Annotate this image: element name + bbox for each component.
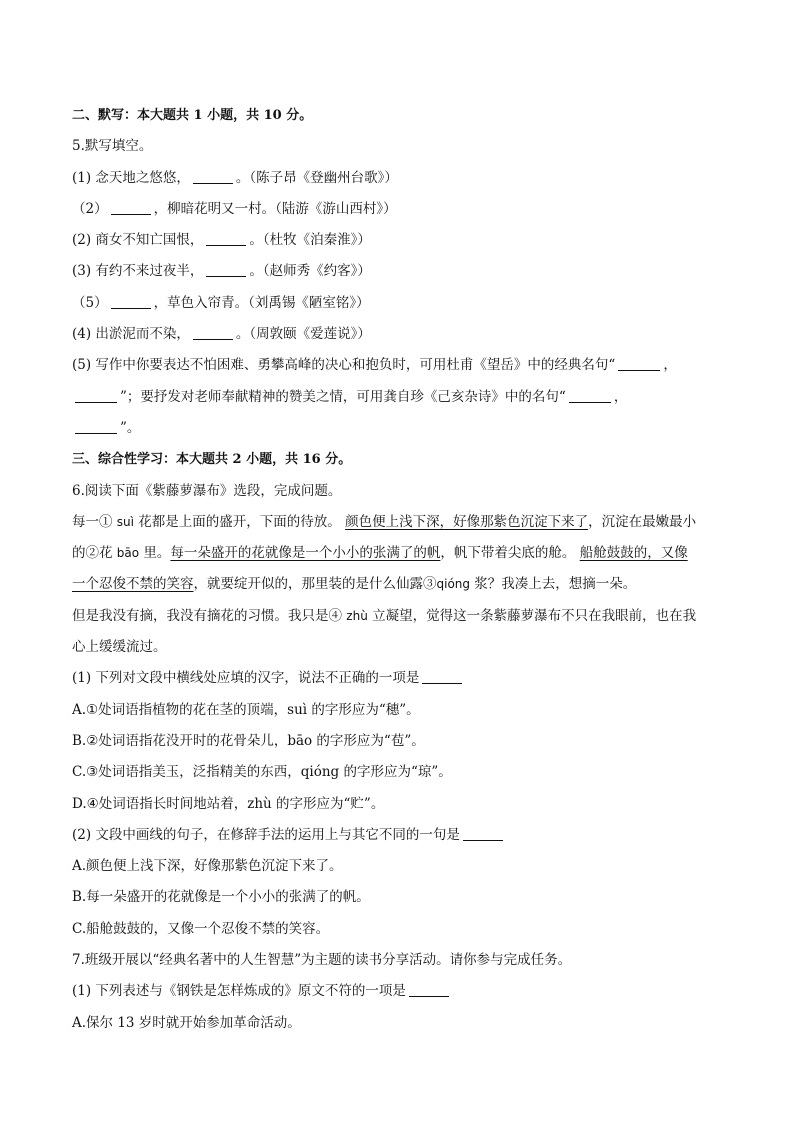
item-text: (2) 商女不知亡国恨， [72, 232, 204, 249]
q7-stem: 7.班级开展以“经典名著中的人生智慧”为主题的读书分享活动。请你参与完成任务。 [72, 952, 572, 969]
answer-blank[interactable] [569, 388, 611, 403]
passage-line-3 [72, 569, 722, 600]
answer-blank[interactable] [193, 325, 233, 340]
section-2-info: 本大题共 1 小题，共 10 分。 [137, 108, 313, 123]
answer-blank[interactable] [463, 826, 503, 841]
underlined-sentence: 颜色便上浅下深，好像那紫色沉淀下来了 [345, 513, 589, 530]
item-text: (5) 写作中你要表达不怕困难、勇攀高峰的决心和抱负时，可用杜甫《望岳》中的经典名句“ [72, 357, 616, 374]
item-text: (4) 出淤泥而不染， [72, 326, 190, 343]
passage-line-4 [72, 601, 722, 632]
pinyin: suì [116, 514, 134, 529]
passage-line-2 [72, 538, 722, 569]
answer-blank[interactable] [193, 169, 233, 184]
q6-sub1 [72, 663, 722, 694]
q5-item-7-line3 [72, 413, 722, 444]
underlined-sentence: 一个忍俊不禁的笑容 [72, 576, 194, 593]
answer-blank[interactable] [75, 419, 117, 434]
passage-text: 立凝望，觉得这一条紫藤萝瀑布不只在我眼前，也在我 [367, 607, 697, 624]
item-text: ”；要抒发对老师奉献精神的赞美之情，可用龚自珍《己亥杂诗》中的名句“ [120, 388, 566, 405]
q6-sub2-option-c: C.船舱鼓鼓的，又像一个忍俊不禁的笑容。 [72, 920, 330, 937]
item-text: ， [663, 357, 677, 374]
passage-line-5: 心上缓缓流过。 [72, 639, 167, 656]
q6-sub2-option-b: B.每一朵盛开的花就像是一个小小的张满了的帆。 [72, 889, 370, 906]
answer-blank[interactable] [206, 262, 246, 277]
passage-text: 但是我没有摘，我没有摘花的习惯。我只是④ [72, 607, 347, 624]
answer-blank[interactable] [111, 200, 151, 215]
passage-text: 里。 [139, 545, 171, 562]
q6-sub1-option-b: B.②处词语指花没开时的花骨朵儿，bāo 的字形应为“苞”。 [72, 732, 425, 749]
q6-stem: 6.阅读下面《紫藤萝瀑布》选段，完成问题。 [72, 482, 342, 499]
q5-item-5 [72, 288, 722, 319]
q6-sub1-option-a: A.①处词语指植物的花在茎的顶端，suì 的字形应为“穗”。 [72, 701, 420, 718]
item-text: (3) 有约不来过夜半， [72, 263, 204, 280]
answer-blank[interactable] [206, 231, 246, 246]
item-text: ，草色入帘青。（刘禹锡《陋室铭》） [153, 294, 370, 311]
answer-blank[interactable] [422, 669, 462, 684]
pinyin: zhù [346, 608, 368, 623]
q5-item-6 [72, 319, 722, 350]
item-text: ，柳暗花明又一村。（陆游《游山西村》） [153, 200, 397, 217]
passage-text: 的②花 [72, 545, 117, 562]
answer-blank[interactable] [111, 294, 151, 309]
underlined-sentence: 每一朵盛开的花就像是一个小小的张满了的帆 [170, 545, 441, 562]
question-text: (1) 下列对文段中横线处应填的汉字，说法不正确的一项是 [72, 670, 420, 687]
item-text: （5） [72, 294, 108, 311]
answer-blank[interactable] [618, 356, 660, 371]
pinyin: bāo [116, 546, 140, 561]
passage-text: ，就要绽开似的，那里装的是什么仙露③ [193, 576, 437, 593]
underlined-sentence: 船舱鼓鼓的，又像 [579, 545, 688, 562]
passage-text: ，帆下带着尖底的舱。 [440, 545, 576, 562]
item-text: 。（赵师秀《约客》） [249, 263, 371, 280]
q5-item-7-line1 [72, 350, 722, 381]
section-2-prefix: 二、默写： [72, 108, 138, 123]
q5-item-4 [72, 256, 722, 287]
section-3-heading [72, 444, 722, 475]
question-text: (1) 下列表述与《钢铁是怎样炼成的》原文不符的一项是 [72, 983, 406, 1000]
q6-sub2 [72, 820, 722, 851]
q6-sub2-option-a: A.颜色便上浅下深，好像那紫色沉淀下来了。 [72, 858, 343, 875]
q5-item-7-line2 [72, 382, 722, 413]
q7-sub1-option-a: A.保尔 13 岁时就开始参加革命活动。 [72, 1014, 301, 1031]
passage-line-1 [72, 507, 722, 538]
q6-sub1-option-d: D.④处词语指长时间地站着，zhù 的字形应为“贮”。 [72, 795, 385, 812]
answer-blank[interactable] [75, 388, 117, 403]
passage-text: 浆？我凑上去，想摘一朵。 [470, 576, 637, 593]
item-text: （2） [72, 200, 108, 217]
item-text: ， [613, 388, 628, 405]
passage-text: 每一① [72, 513, 117, 530]
item-text: 。（陈子昂《登幽州台歌》） [235, 169, 398, 186]
item-text: 。（杜牧《泊秦淮》） [249, 232, 371, 249]
question-text: (2) 文段中画线的句子，在修辞手法的运用上与其它不同的一句是 [72, 826, 460, 843]
q5-item-2 [72, 194, 722, 225]
item-text: (1) 念天地之悠悠， [72, 169, 190, 186]
section-3-info: 本大题共 2 小题，共 16 分。 [176, 452, 352, 468]
section-2-heading [72, 100, 722, 131]
passage-text: ，沉淀在最嫩最小 [588, 513, 697, 530]
passage-text: 花都是上面的盛开，下面的待放。 [134, 513, 341, 530]
q6-sub1-option-c: C.③处词语指美玉，泛指精美的东西，qióng 的字形应为“琼”。 [72, 764, 452, 781]
item-text: ”。 [120, 419, 141, 436]
answer-blank[interactable] [409, 982, 449, 997]
exam-page [72, 100, 722, 1039]
q5-item-3 [72, 225, 722, 256]
item-text: 。（周敦颐《爱莲说》） [235, 326, 371, 343]
section-3-prefix: 三、综合性学习： [72, 452, 177, 468]
q5-item-1 [72, 163, 722, 194]
q7-sub1 [72, 976, 722, 1007]
q5-stem: 5.默写填空。 [72, 138, 153, 155]
pinyin: qióng [436, 577, 471, 592]
